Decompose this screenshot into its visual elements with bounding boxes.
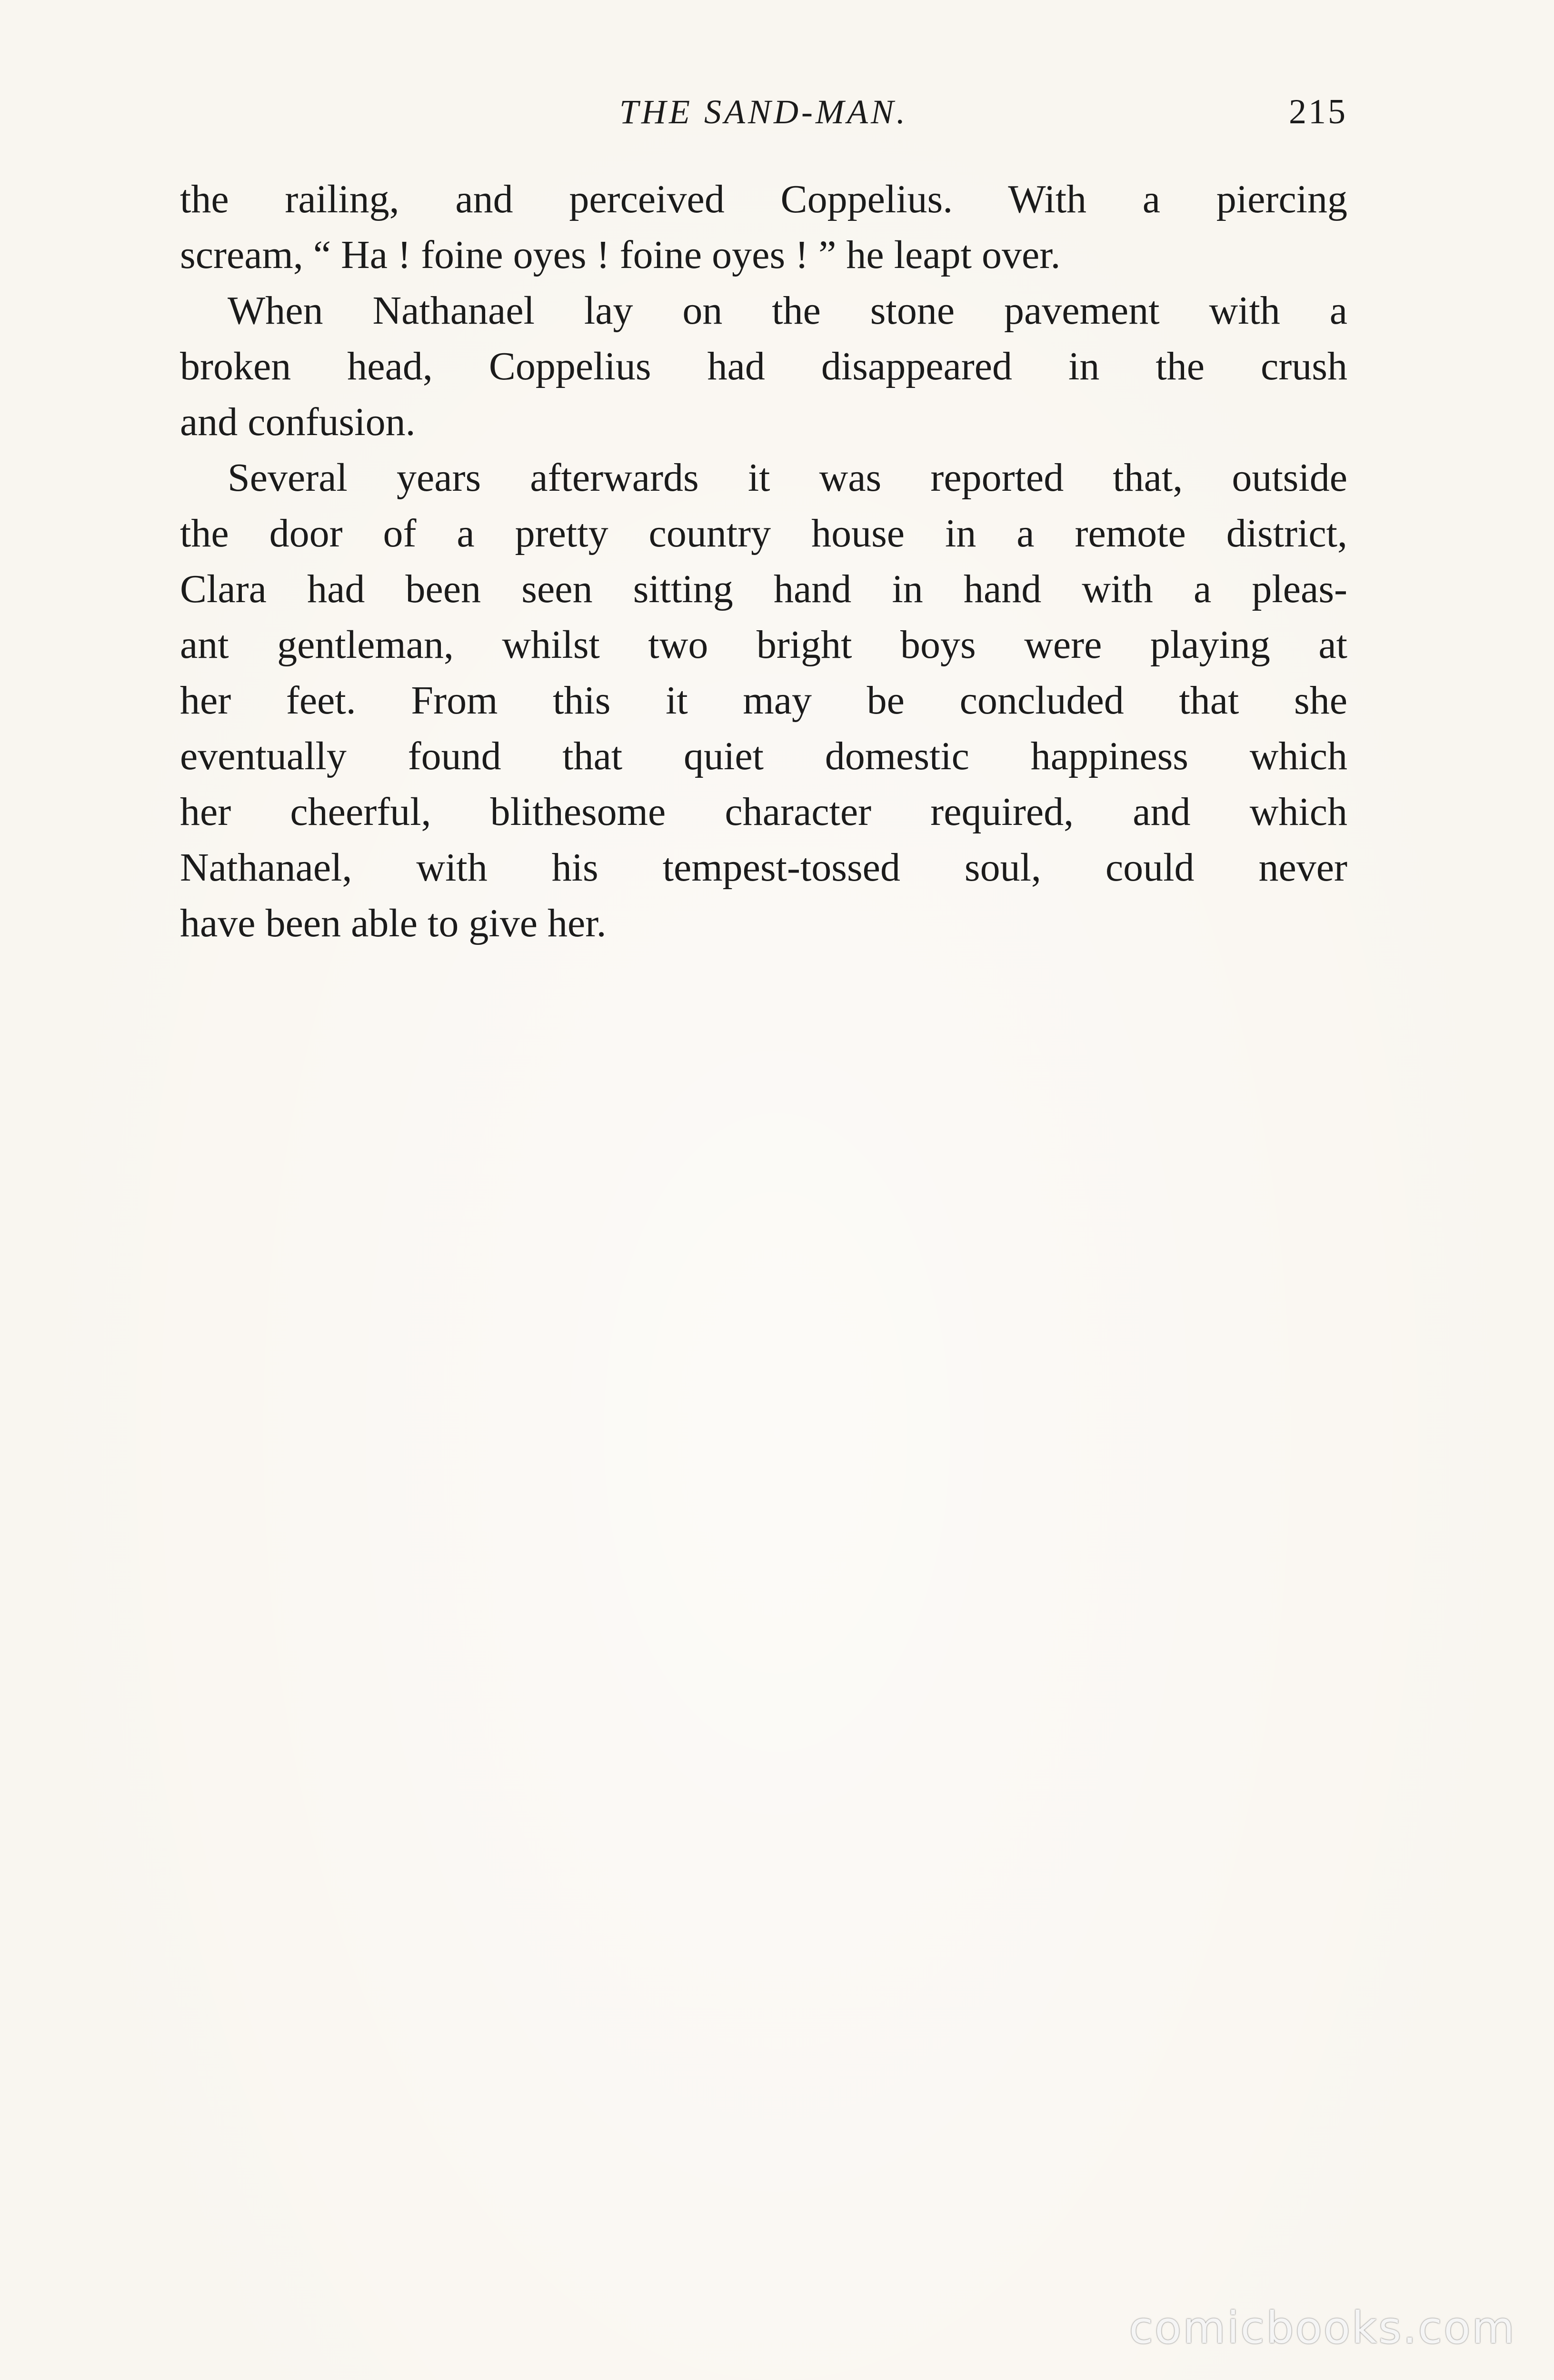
text-line: Clara had been seen sitting hand in hand with a pleas- bbox=[180, 567, 1347, 611]
body-text bbox=[180, 171, 1347, 951]
text-line: broken head, Coppelius had disappeared in the crush bbox=[180, 344, 1347, 388]
text-line: scream, “ Ha ! foine oyes ! foine oyes ! ” he leapt over. bbox=[180, 233, 1061, 277]
text-line: the railing, and perceived Coppelius. With a piercing bbox=[180, 177, 1347, 221]
page-number: 215 bbox=[1289, 92, 1347, 131]
running-head bbox=[180, 86, 1347, 138]
running-title: THE SAND-MAN. bbox=[619, 93, 908, 131]
text-line: When Nathanael lay on the stone pavement with a bbox=[228, 288, 1347, 333]
text-line: Several years afterwards it was reported that, outside bbox=[228, 456, 1347, 500]
watermark: comicbooks.com bbox=[1129, 2302, 1516, 2353]
text-line: her feet. From this it may be concluded that she bbox=[180, 678, 1347, 723]
text-line: have been able to give her. bbox=[180, 901, 607, 945]
text-line: the door of a pretty country house in a remote district, bbox=[180, 511, 1347, 555]
text-line: her cheerful, blithesome character required, and which bbox=[180, 790, 1347, 834]
text-line: and confusion. bbox=[180, 400, 416, 444]
text-line: ant gentleman, whilst two bright boys were playing at bbox=[180, 623, 1347, 667]
text-line: Nathanael, with his tempest-tossed soul, could never bbox=[180, 845, 1347, 890]
text-line: eventually found that quiet domestic happiness which bbox=[180, 734, 1347, 778]
